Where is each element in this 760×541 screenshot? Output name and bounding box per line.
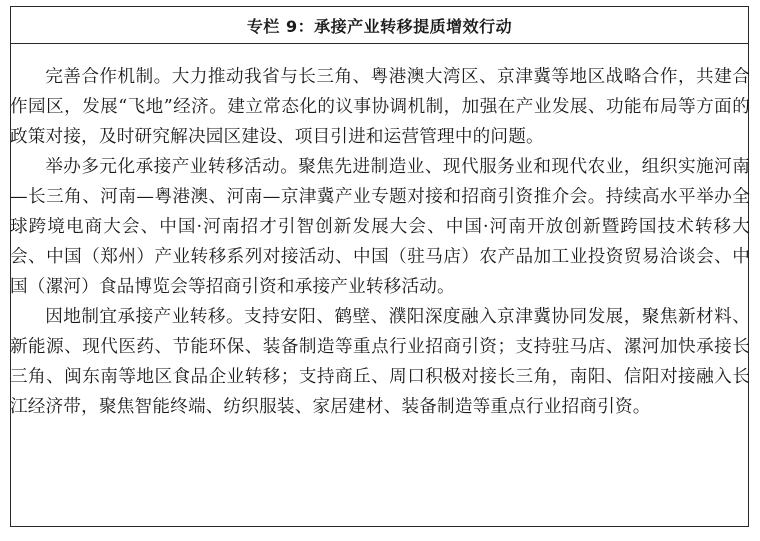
paragraph-cooperation-mechanism: 完善合作机制。大力推动我省与长三角、粤港澳大湾区、京津冀等地区战略合作，共建合作园区，发展“飞地”经济。建立常态化的议事协调机制，加强在产业发展、功能布局等方面的政策对接，及时研究解决园区建设、项目引进和运营管理中的问题。: [10, 67, 750, 147]
column-title: 专栏 9：承接产业转移提质增效行动: [11, 7, 748, 44]
paragraph-transfer-activities: 举办多元化承接产业转移活动。聚焦先进制造业、现代服务业和现代农业，组织实施河南—长三角、河南—粤港澳、河南—京津冀产业专题对接和招商引资推介会。持续高水平举办全球跨境电商大会、中国·河南招才引智创新发展大会、中国·河南开放创新暨跨国技术转移大会、中国（郑州）产业转移系列对接活动、中国（驻马店）农产品加工业投资贸易洽谈会、中国（漯河）食品博览会等招商引资和承接产业转移活动。: [10, 157, 750, 297]
column-body: [10, 62, 750, 422]
paragraph-local-transfer: 因地制宜承接产业转移。支持安阳、鹤壁、濮阳深度融入京津冀协同发展，聚焦新材料、新能源、现代医药、节能环保、装备制造等重点行业招商引资；支持驻马店、漯河加快承接长三角、闽东南等地区食品企业转移；支持商丘、周口积极对接长三角，南阳、信阳对接融入长江经济带，聚焦智能终端、纺织服装、家居建材、装备制造等重点行业招商引资。: [10, 307, 750, 417]
